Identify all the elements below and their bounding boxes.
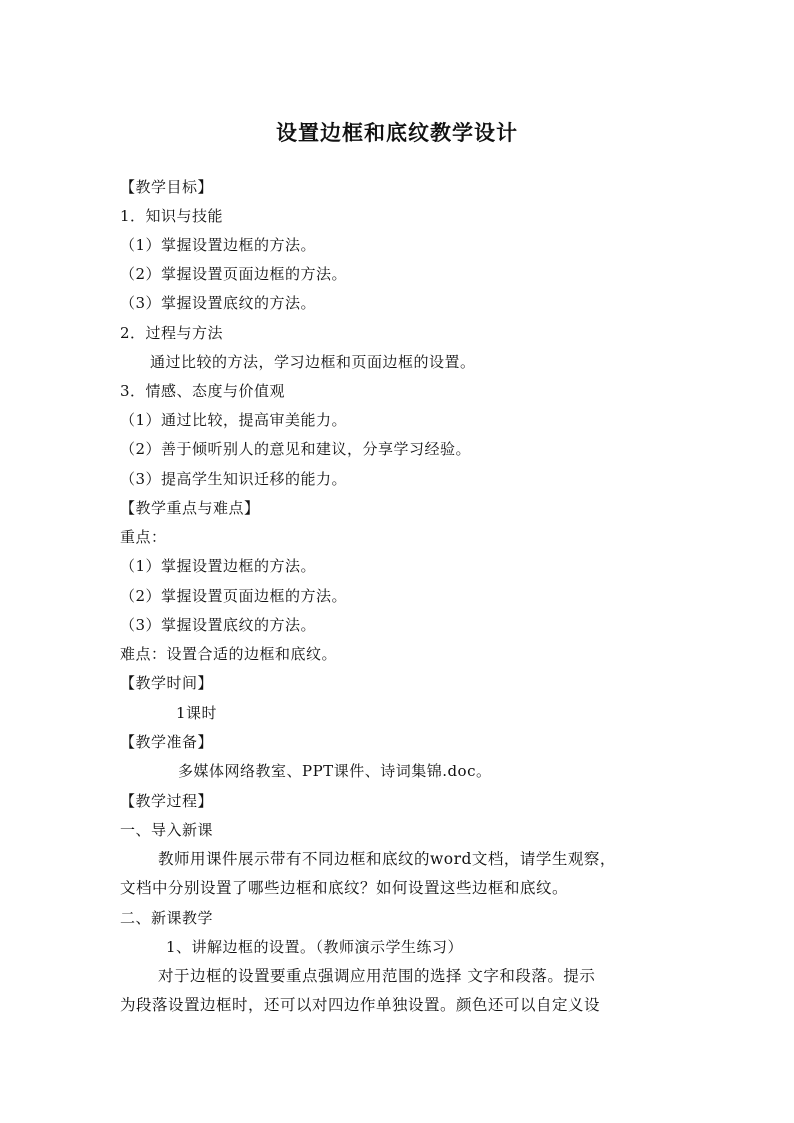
list-item: （1）掌握设置边框的方法。 bbox=[120, 236, 317, 254]
paragraph: 通过比较的方法，学习边框和页面边框的设置。 bbox=[150, 353, 476, 371]
section-heading-preparation: 【教学准备】 bbox=[120, 733, 214, 751]
list-item: （3）提高学生知识迁移的能力。 bbox=[120, 470, 348, 488]
subheading-knowledge-skills: 1．知识与技能 bbox=[120, 207, 224, 225]
difficulty-line: 难点：设置合适的边框和底纹。 bbox=[120, 645, 338, 663]
step-line: 1、讲解边框的设置。（教师演示学生练习） bbox=[166, 938, 464, 956]
subheading-emotion-values: 3．情感、态度与价值观 bbox=[120, 382, 286, 400]
list-item: （3）掌握设置底纹的方法。 bbox=[120, 294, 317, 312]
list-item: （1）通过比较，提高审美能力。 bbox=[120, 411, 348, 429]
paragraph-line: 为段落设置边框时，还可以对四边作单独设置。颜色还可以自定义设 bbox=[120, 996, 601, 1014]
section-heading-process: 【教学过程】 bbox=[120, 792, 214, 810]
preparation-text: 多媒体网络教室、PPT课件、诗词集锦.doc。 bbox=[178, 762, 492, 780]
subheading-introduction: 一、导入新课 bbox=[120, 821, 214, 839]
document-title: 设置边框和底纹教学设计 bbox=[276, 120, 518, 145]
list-item: （2）掌握设置页面边框的方法。 bbox=[120, 587, 348, 605]
paragraph-line: 对于边框的设置要重点强调应用范围的选择 文字和段落。提示 bbox=[158, 967, 596, 985]
list-item: （1）掌握设置边框的方法。 bbox=[120, 557, 317, 575]
paragraph-line: 文档中分别设置了哪些边框和底纹？如何设置这些边框和底纹。 bbox=[120, 879, 569, 897]
section-heading-time: 【教学时间】 bbox=[120, 674, 214, 692]
section-heading-objectives: 【教学目标】 bbox=[120, 178, 214, 196]
list-item: （3）掌握设置底纹的方法。 bbox=[120, 616, 317, 634]
label-key-points: 重点： bbox=[120, 528, 167, 546]
section-heading-key-points: 【教学重点与难点】 bbox=[120, 499, 260, 517]
subheading-process-methods: 2．过程与方法 bbox=[120, 324, 224, 342]
time-value: 1课时 bbox=[176, 704, 218, 722]
paragraph-line: 教师用课件展示带有不同边框和底纹的word文档，请学生观察， bbox=[158, 850, 616, 868]
subheading-new-lesson: 二、新课教学 bbox=[120, 909, 214, 927]
list-item: （2）善于倾听别人的意见和建议，分享学习经验。 bbox=[120, 440, 472, 458]
list-item: （2）掌握设置页面边框的方法。 bbox=[120, 265, 348, 283]
